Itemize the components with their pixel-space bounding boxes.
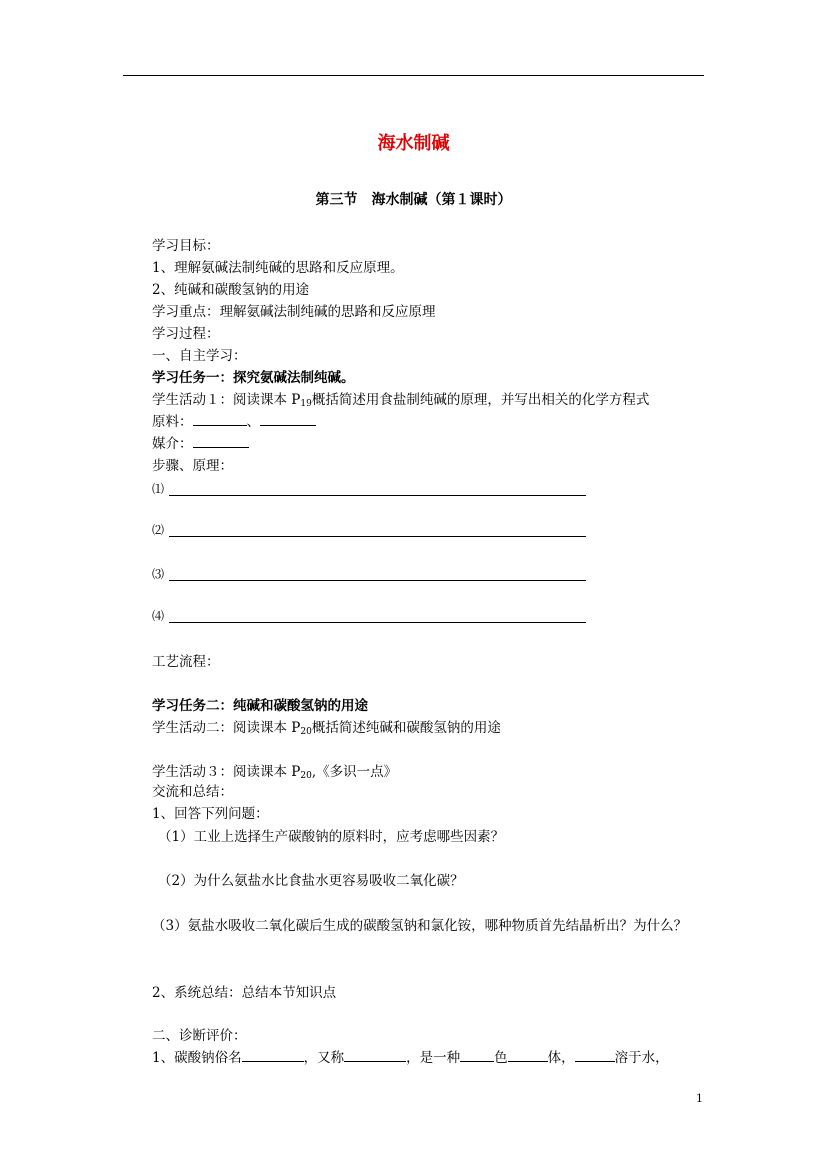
activity-2-page: 20 <box>300 727 312 737</box>
step-2-blank[interactable] <box>169 536 586 537</box>
step-3-blank[interactable] <box>169 580 586 581</box>
process-flow-label: 工艺流程： <box>152 654 220 670</box>
d1-blank-state[interactable] <box>508 1049 548 1062</box>
question-2: （2）为什么氨盐水比食盐水更容易吸收二氧化碳？ <box>158 873 464 889</box>
raw-material-blank-1[interactable] <box>193 413 247 426</box>
task-1-heading: 学习任务一：探究氨碱法制纯碱。 <box>152 370 355 386</box>
activity-2-pre: 学生活动二：阅读课本 P <box>152 720 301 736</box>
raw-materials-label: 原料： <box>152 414 193 430</box>
activity-3-post: ,《多识一点》 <box>311 764 398 780</box>
medium-line <box>152 434 249 454</box>
activity-3-page: 20 <box>300 771 312 781</box>
raw-materials-separator: 、 <box>246 414 260 430</box>
activity-1-post: 概括简述用食盐制纯碱的原理，并写出相关的化学方程式 <box>311 392 650 408</box>
key-point: 学习重点：理解氨碱法制纯碱的思路和反应原理 <box>152 304 436 320</box>
activity-1-page: 19 <box>300 399 312 409</box>
header-rule <box>123 75 704 76</box>
step-3-number: ⑶ <box>152 567 165 581</box>
step-1-number: ⑴ <box>152 482 165 496</box>
raw-material-blank-2[interactable] <box>260 413 316 426</box>
process-heading: 学习过程： <box>152 326 220 342</box>
medium-blank[interactable] <box>193 435 249 448</box>
activity-1 <box>152 390 649 410</box>
medium-label: 媒介： <box>152 436 193 452</box>
d1-part-e: 体， <box>547 1050 575 1066</box>
activity-1-pre: 学生活动１：阅读课本 P <box>152 392 301 408</box>
d1-part-c: ，是一种 <box>406 1050 461 1066</box>
step-2 <box>152 521 586 539</box>
exchange-heading: 交流和总结： <box>152 784 233 800</box>
question-3: （3）氨盐水吸收二氧化碳后生成的碳酸氢钠和氯化铵，哪种物质首先结晶析出？为什么？ <box>152 918 688 934</box>
goal-2: 2、纯碱和碳酸氢钠的用途 <box>152 282 310 298</box>
d1-part-b: ，又称 <box>303 1050 345 1066</box>
steps-label: 步骤、原理： <box>152 458 233 474</box>
question-1: （1）工业上选择生产碳酸钠的原料时，应考虑哪些因素？ <box>158 829 505 845</box>
activity-2-post: 概括简述纯碱和碳酸氢钠的用途 <box>311 720 501 736</box>
d1-blank-common-name[interactable] <box>242 1049 304 1062</box>
page-number: 1 <box>696 1092 703 1105</box>
self-study-heading: 一、自主学习： <box>152 348 247 364</box>
goal-1: 1、理解氨碱法制纯碱的思路和反应原理。 <box>152 260 404 276</box>
d1-part-d: 色 <box>494 1050 508 1066</box>
diagnosis-heading: 二、诊断评价： <box>152 1028 247 1044</box>
system-summary: 2、系统总结：总结本节知识点 <box>152 985 337 1001</box>
document-title: 海水制碱 <box>377 133 450 154</box>
d1-blank-color[interactable] <box>460 1049 494 1062</box>
step-3 <box>152 565 586 583</box>
step-4-blank[interactable] <box>169 622 586 623</box>
raw-materials-line <box>152 412 316 432</box>
step-1-blank[interactable] <box>169 495 586 496</box>
document-subtitle: 第三节 海水制碱（第１课时） <box>315 192 512 208</box>
d1-part-a: 1、碳酸钠俗名 <box>152 1050 242 1066</box>
activity-3-pre: 学生活动３：阅读课本 P <box>152 764 301 780</box>
activity-3 <box>152 762 397 782</box>
d1-part-f: 溶于水， <box>614 1050 669 1066</box>
d1-blank-solubility[interactable] <box>575 1049 615 1062</box>
step-4 <box>152 607 586 625</box>
activity-2 <box>152 718 501 738</box>
step-1 <box>152 480 586 498</box>
goals-heading: 学习目标： <box>152 238 220 254</box>
d1-blank-alias[interactable] <box>344 1049 406 1062</box>
step-4-number: ⑷ <box>152 609 165 623</box>
task-2-heading: 学习任务二：纯碱和碳酸氢钠的用途 <box>152 698 368 714</box>
answer-heading: 1、回答下列问题： <box>152 806 269 822</box>
diagnosis-question-1 <box>152 1048 669 1068</box>
step-2-number: ⑵ <box>152 523 165 537</box>
